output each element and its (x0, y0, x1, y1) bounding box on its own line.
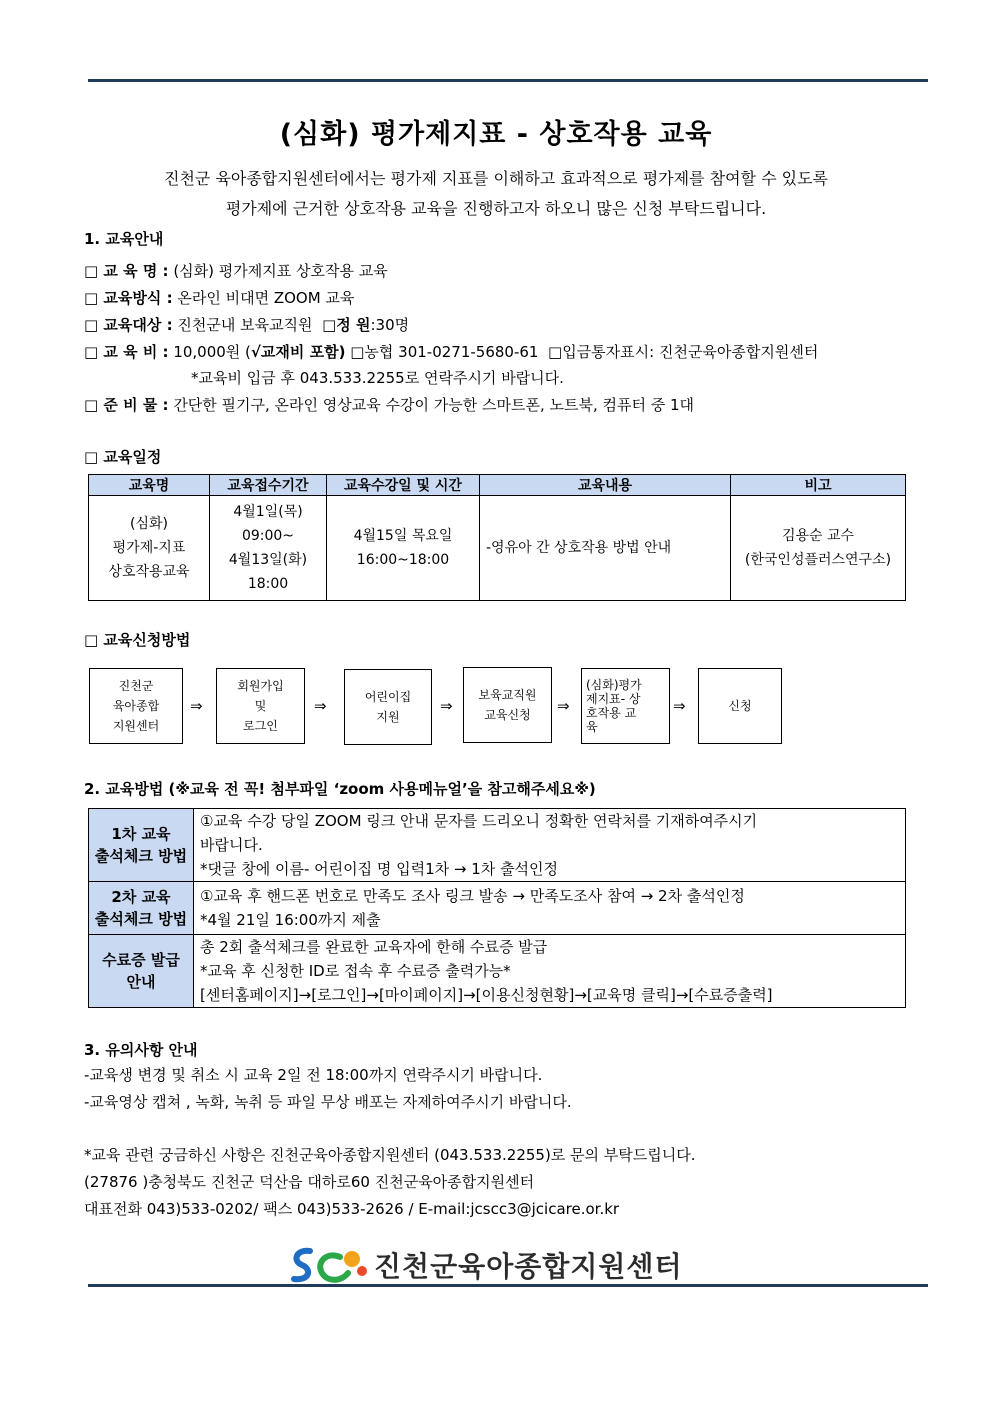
flow-arrow-icon: ⇒ (673, 697, 686, 715)
schedule-header-cell: 교육수강일 및 시간 (327, 475, 480, 496)
table-row (89, 935, 906, 1008)
notice-line-2: -교육영상 캡쳐 , 녹화, 녹취 등 파일 무상 배포는 자제하여주시기 바랍니다. (84, 1093, 572, 1111)
apply-heading: □ 교육신청방법 (84, 631, 191, 649)
edu-fee-depositor: □입금통자표시: 진천군육아종합지원센터 (548, 343, 819, 361)
method-head-certificate: 수료증 발급 안내 (89, 935, 194, 1008)
contact-phone-email: 대표전화 043)533-0202/ 팩스 043)533-2626 / E-mail:jcscc3@jcicare.or.kr (84, 1200, 620, 1218)
contact-inquiry: *교육 관련 궁금하신 사항은 진천군육아종합지원센터 (043.533.2255)로 문의 부탁드립니다. (84, 1146, 696, 1164)
table-row (89, 809, 906, 882)
method-body-second: ①교육 후 핸드폰 번호로 만족도 조사 링크 발송 → 만족도조사 참여 → 2차 출석인정 *4월 21일 16:00까지 제출 (194, 882, 906, 935)
flow-step-apply: 신청 (698, 668, 782, 744)
notice-line-1: -교육생 변경 및 취소 시 교육 2일 전 18:00까지 연락주시기 바랍니다. (84, 1066, 543, 1084)
capacity-value: :30명 (370, 316, 410, 334)
schedule-cell-note: 김용순 교수 (한국인성플러스연구소) (731, 496, 906, 601)
schedule-header-cell: 교육명 (89, 475, 210, 496)
edu-name-label: □ 교 육 명 : (84, 262, 169, 280)
flow-step-course: (심화)평가 제지표- 상 호작용 교 육 (581, 668, 670, 744)
edu-prep-value: 간단한 필기구, 온라인 영상교육 수강이 가능한 스마트폰, 노트북, 컴퓨터 중 1대 (173, 396, 695, 414)
edu-method-value: 온라인 비대면 ZOOM 교육 (177, 289, 355, 307)
edu-fee-row (84, 341, 818, 362)
section3-heading: 3. 유의사항 안내 (84, 1041, 198, 1059)
flow-arrow-icon: ⇒ (440, 697, 453, 715)
capacity-label: □정 원 (322, 316, 371, 334)
schedule-cell-name: (심화) 평가제-지표 상호작용교육 (89, 496, 210, 601)
schedule-cell-date: 4월15일 목요일 16:00~18:00 (327, 496, 480, 601)
method-head-second: 2차 교육 출석체크 방법 (89, 882, 194, 935)
contact-address: (27876 )충청북도 진천군 덕산읍 대하로60 진천군육아종합지원센터 (84, 1173, 535, 1191)
schedule-heading: □ 교육일정 (84, 448, 162, 466)
page-title: (심화) 평가제지표 - 상호작용 교육 (279, 119, 713, 150)
edu-fee-note: *교육비 입금 후 043.533.2255로 연락주시기 바랍니다. (191, 369, 564, 387)
edu-target-value: 진천군내 보육교직원 (177, 316, 313, 334)
edu-method-row (84, 287, 354, 308)
edu-prep-row (84, 394, 694, 415)
bottom-rule (88, 1284, 928, 1287)
schedule-cell-reception: 4월1일(목) 09:00~ 4월13일(화) 18:00 (210, 496, 327, 601)
flow-arrow-icon: ⇒ (314, 697, 327, 715)
flow-arrow-icon: ⇒ (190, 697, 203, 715)
method-head-first: 1차 교육 출석체크 방법 (89, 809, 194, 882)
edu-name-row (84, 260, 388, 281)
section1-heading: 1. 교육안내 (84, 230, 164, 248)
table-row (89, 496, 906, 601)
flow-step-center: 진천군 육아종합 지원센터 (89, 668, 183, 744)
top-rule (88, 79, 928, 82)
flow-step-staff: 보육교직원 교육신청 (463, 667, 552, 743)
intro-line-1: 진천군 육아종합지원센터에서는 평가제 지표를 이해하고 효과적으로 평가제를 참여할 수 있도록 (163, 169, 828, 188)
schedule-header-cell: 교육내용 (480, 475, 731, 496)
edu-method-label: □ 교육방식 : (84, 289, 173, 307)
center-logo (288, 1243, 683, 1287)
table-row (89, 882, 906, 935)
method-table (88, 808, 906, 1008)
schedule-header-row (89, 475, 906, 496)
center-logo-text: 진천군육아종합지원센터 (374, 1250, 683, 1283)
schedule-table (88, 474, 906, 601)
intro-line-2: 평가제에 근거한 상호작용 교육을 진행하고자 하오니 많은 신청 부탁드립니다. (225, 199, 767, 218)
center-logo-icon (288, 1243, 374, 1287)
method-body-certificate: 총 2회 출석체크를 완료한 교육자에 한해 수료증 발급 *교육 후 신청한 ID로 접속 후 수료증 출력가능* [센터홈페이지]→[로그인]→[마이페이지]→[이용신청현황]→[교육명 클릭]→[수료증출력] (194, 935, 906, 1008)
method-body-first: ①교육 수강 당일 ZOOM 링크 안내 문자를 드리오니 정확한 연락처를 기재하여주시기 바랍니다. *댓글 창에 이름- 어린이집 명 입력1차 → 1차 출석인정 (194, 809, 906, 882)
schedule-cell-content: -영유아 간 상호작용 방법 안내 (480, 496, 731, 601)
edu-fee-bold: √교재비 포함) (250, 343, 346, 361)
section2-heading: 2. 교육방법 (※교육 전 꼭! 첨부파일 ‘zoom 사용메뉴얼’을 참고해주세요※) (84, 780, 596, 798)
flow-arrow-icon: ⇒ (557, 697, 570, 715)
schedule-header-cell: 교육접수기간 (210, 475, 327, 496)
schedule-header-cell: 비고 (731, 475, 906, 496)
edu-prep-label: □ 준 비 물 : (84, 396, 169, 414)
flow-step-signup: 회원가입 및 로그인 (216, 668, 305, 744)
edu-name-value: (심화) 평가제지표 상호작용 교육 (173, 262, 388, 280)
edu-fee-value: 10,000원 ( (173, 343, 251, 361)
edu-fee-label: □ 교 육 비 : (84, 343, 169, 361)
edu-target-row (84, 314, 409, 335)
edu-fee-bank: □농협 301-0271-5680-61 (350, 343, 539, 361)
flow-step-daycare: 어린이집 지원 (344, 669, 432, 745)
edu-target-label: □ 교육대상 : (84, 316, 173, 334)
